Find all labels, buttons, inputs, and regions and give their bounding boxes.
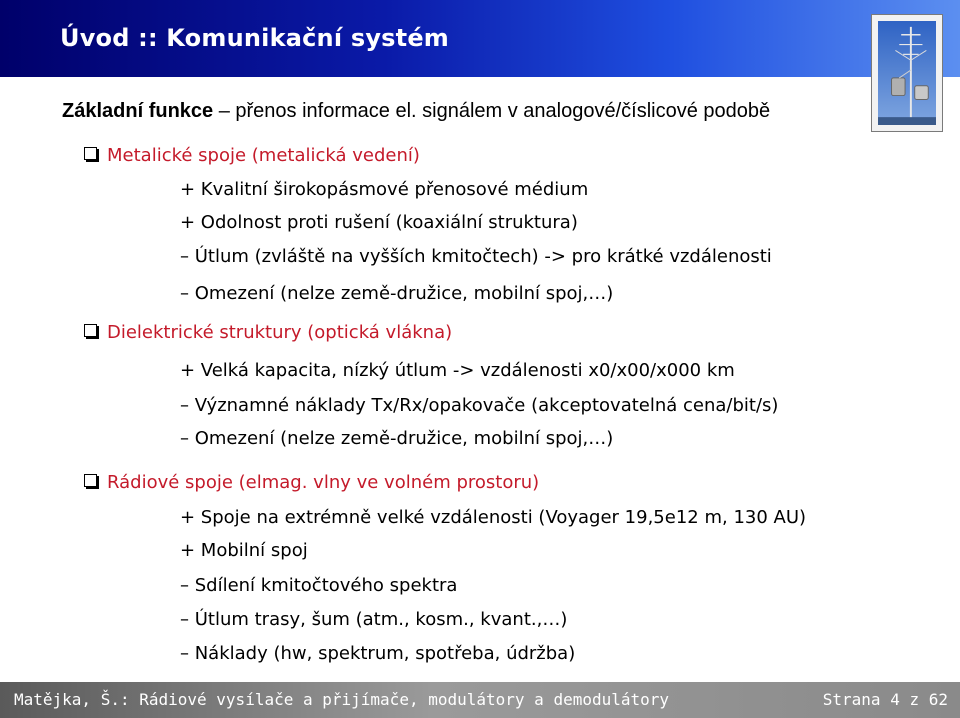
section-heading-text: Dielektrické struktury (optická vlákna)	[107, 322, 453, 343]
list-item: – Omezení (nelze země-družice, mobilní spoj,…)	[180, 428, 614, 449]
section-heading-text: Rádiové spoje (elmag. vlny ve volném prostoru)	[107, 472, 540, 493]
footer-author-course: Matějka, Š.: Rádiové vysílače a přijímače, modulátory a demodulátory	[14, 690, 670, 709]
page-number: Strana 4 z 62	[822, 690, 948, 709]
section-heading-radio	[84, 472, 539, 493]
list-item: + Odolnost proti rušení (koaxiální struktura)	[180, 212, 578, 233]
title-bar	[0, 0, 960, 77]
list-item: + Mobilní spoj	[180, 540, 308, 561]
list-item: – Útlum trasy, šum (atm., kosm., kvant.,…)	[180, 609, 568, 630]
slide-title: Úvod :: Komunikační systém	[60, 24, 450, 52]
antenna-photo	[871, 14, 943, 132]
section-heading-text: Metalické spoje (metalická vedení)	[107, 145, 420, 166]
intro-label: Základní funkce	[62, 100, 214, 122]
list-item: – Sdílení kmitočtového spektra	[180, 575, 458, 596]
footer-bar	[0, 682, 960, 718]
section-heading-metallic	[84, 145, 420, 166]
section-heading-dielectric	[84, 322, 452, 343]
antenna-mast-icon	[878, 21, 936, 125]
list-item: – Omezení (nelze země-družice, mobilní spoj,…)	[180, 283, 614, 304]
list-item: – Významné náklady Tx/Rx/opakovače (akceptovatelná cena/bit/s)	[180, 395, 779, 416]
checkbox-square-icon	[84, 147, 97, 160]
list-item: + Spoje na extrémně velké vzdálenosti (Voyager 19,5e12 m, 130 AU)	[180, 507, 807, 528]
list-item: – Útlum (zvláště na vyšších kmitočtech) -> pro krátké vzdálenosti	[180, 246, 772, 267]
list-item: – Náklady (hw, spektrum, spotřeba, údržba)	[180, 643, 576, 664]
list-item: + Velká kapacita, nízký útlum -> vzdálenosti x0/x00/x000 km	[180, 360, 735, 381]
intro-text: – přenos informace el. signálem v analogové/číslicové podobě	[218, 100, 771, 122]
checkbox-square-icon	[84, 324, 97, 337]
checkbox-square-icon	[84, 474, 97, 487]
intro-line	[62, 100, 770, 123]
list-item: + Kvalitní širokopásmové přenosové médium	[180, 179, 589, 200]
